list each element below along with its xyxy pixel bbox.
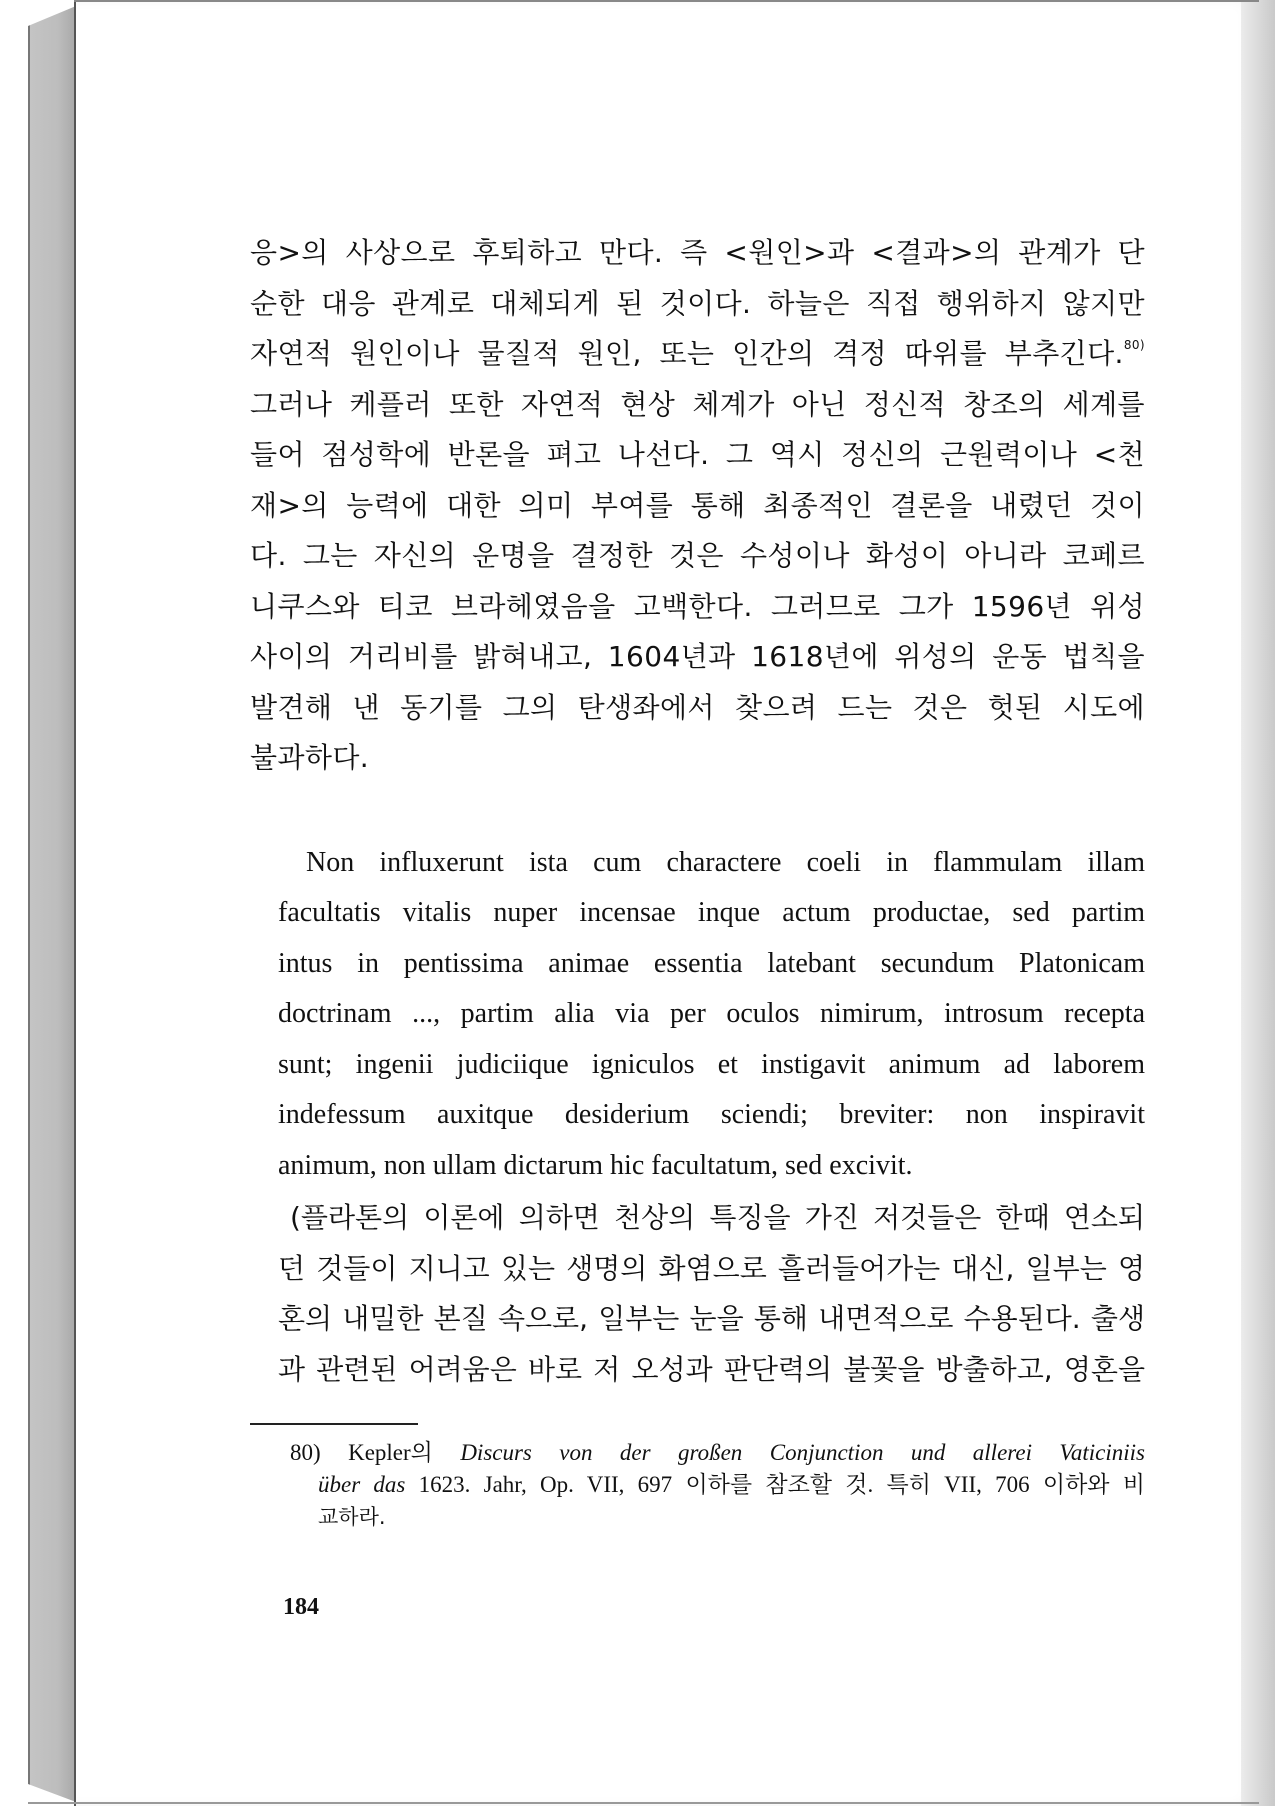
footnote-line — [290, 1437, 1145, 1469]
footnote-80 — [290, 1437, 1145, 1533]
page-bottom-edge — [28, 1802, 1259, 1804]
page-number: 184 — [283, 1594, 319, 1620]
quote-line: indefessum auxitque desiderium sciendi; breviter: non inspiravit — [278, 1099, 1145, 1130]
footnote-title-cont: über das — [318, 1472, 406, 1497]
footnote-reference-text: 1623. Jahr, Op. VII, 697 이하를 참조할 것. 특히 VII, 706 이하와 비 — [418, 1472, 1145, 1497]
quote-line: intus in pentissima animae essentia latebant secundum Platonicam — [278, 947, 1145, 979]
quote-line: Non influxerunt ista cum charactere coeli in flammulam illam — [306, 846, 1145, 878]
text-line: 사이의 거리비를 밝혀내고, 1604년과 1618년에 위성의 운동 법칙을 — [250, 640, 1145, 673]
text-line: 응>의 사상으로 후퇴하고 만다. 즉 <원인>과 <결과>의 관계가 단 — [250, 236, 1145, 269]
text-line — [250, 329, 1145, 380]
text-line: 그러나 케플러 또한 자연적 현상 체계가 아닌 정신적 창조의 세계를 — [250, 387, 1145, 421]
text-line: 순한 대응 관계로 대체되게 된 것이다. 하늘은 직접 행위하지 않지만 — [250, 286, 1145, 320]
text-line: 들어 점성학에 반론을 펴고 나선다. 그 역시 정신의 근원력이나 <천 — [250, 438, 1145, 471]
translation-line: (플라톤의 이론에 의하면 천상의 특징을 가진 저것들은 한때 연소되 — [290, 1201, 1145, 1234]
page-top-edge — [74, 0, 1259, 2]
translation-line: 과 관련된 어려움은 바로 저 오성과 판단력의 불꽃을 방출하고, 영혼을 — [278, 1352, 1145, 1386]
quote-line: sunt; ingenii judiciique igniculos et instigavit animum ad laborem — [278, 1048, 1145, 1080]
footnote-title: Discurs von der großen Conjunction und allerei Vaticiniis — [460, 1440, 1146, 1465]
latin-quote — [278, 838, 1145, 1192]
quote-line: animum, non ullam dictarum hic facultatum, sed excivit. — [278, 1149, 913, 1181]
footnote-line: 교하라. — [318, 1505, 386, 1529]
footnote-author: Kepler의 — [348, 1440, 433, 1465]
page-right-shadow — [1241, 0, 1275, 1806]
text-line-content: 자연적 원인이나 물질적 원인, 또는 인간의 격정 따위를 부추긴다. — [250, 337, 1124, 370]
footnote-reference[interactable]: 80) — [1123, 338, 1145, 352]
text-line: 다. 그는 자신의 운명을 결정한 것은 수성이나 화성이 아니라 코페르 — [250, 539, 1145, 572]
quote-line: facultatis vitalis nuper incensae inque actum productae, sed partim — [278, 897, 1145, 928]
footnote-number: 80) — [290, 1440, 321, 1465]
korean-translation — [278, 1193, 1145, 1395]
korean-paragraph — [250, 228, 1145, 784]
quote-line: doctrinam ..., partim alia via per oculos nimirum, introsum recepta — [278, 998, 1145, 1029]
text-line: 발견해 낸 동기를 그의 탄생좌에서 찾으려 드는 것은 헛된 시도에 — [250, 690, 1145, 724]
translation-line: 혼의 내밀한 본질 속으로, 일부는 눈을 통해 내면적으로 수용된다. 출생 — [278, 1302, 1145, 1335]
text-line: 재>의 능력에 대한 의미 부여를 통해 최종적인 결론을 내렸던 것이 — [250, 488, 1145, 522]
page-body — [250, 228, 1145, 1395]
text-line: 불과하다. — [250, 741, 370, 774]
translation-line: 던 것들이 지니고 있는 생명의 화염으로 흘러들어가는 대신, 일부는 영 — [278, 1251, 1145, 1285]
page-stack-edge — [28, 6, 76, 1802]
text-line: 니쿠스와 티코 브라헤였음을 고백한다. 그러므로 그가 1596년 위성 — [250, 589, 1145, 623]
footnote-line — [290, 1469, 1145, 1501]
footnote-separator — [250, 1423, 418, 1425]
